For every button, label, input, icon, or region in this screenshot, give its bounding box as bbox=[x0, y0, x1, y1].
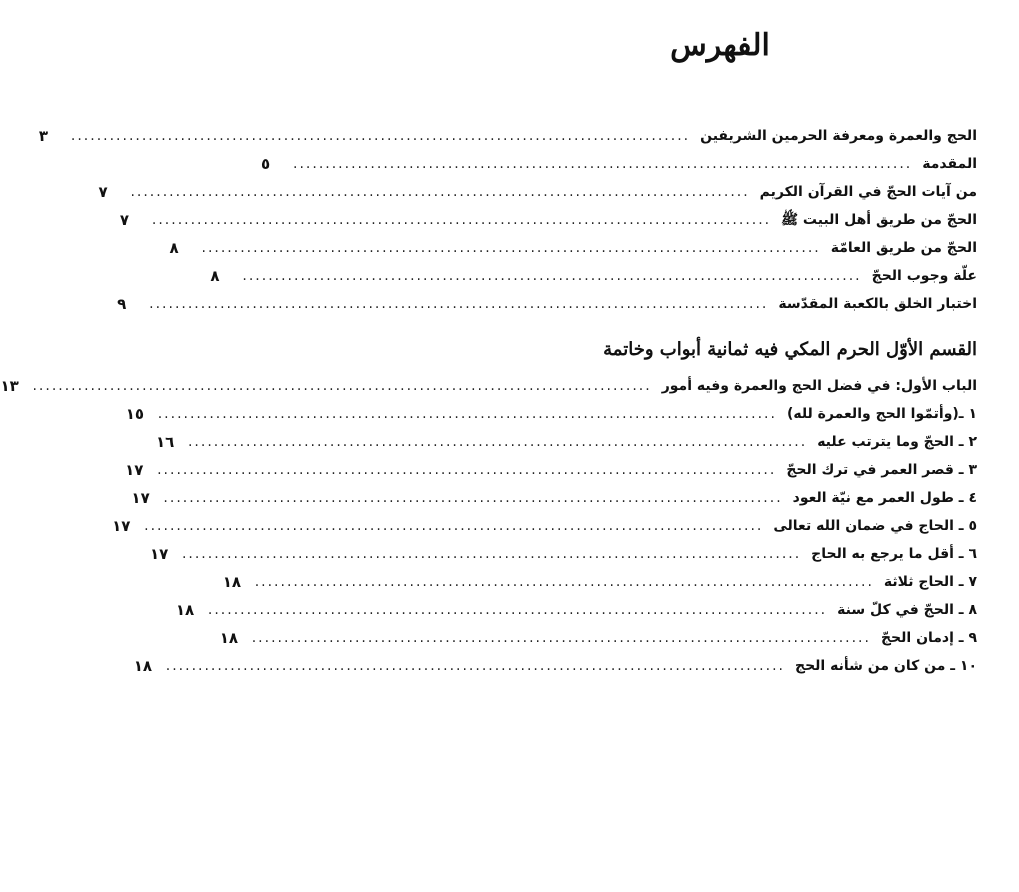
dot-leader: ................................................................................................ bbox=[151, 212, 772, 228]
toc-entry bbox=[131, 482, 977, 508]
dot-leader: ................................................................................................ bbox=[144, 518, 764, 534]
toc-entry-page: ٧ bbox=[119, 211, 130, 229]
toc-entry bbox=[112, 510, 977, 536]
dot-leader: ................................................................................................ bbox=[157, 406, 777, 422]
dot-leader: ................................................................................................ bbox=[157, 462, 777, 478]
dot-leader: ................................................................................................ bbox=[201, 240, 821, 256]
toc-entry-title: ٦ ـ أقل ما يرجع به الحاج bbox=[811, 546, 977, 562]
toc-entry-page: ٣ bbox=[38, 127, 49, 145]
toc-entry-title: اختبار الخلق بالكعبة المقدّسة bbox=[778, 296, 977, 312]
toc-entry-title: ٥ ـ الحاج في ضمان الله تعالى bbox=[773, 518, 977, 534]
dot-leader: ................................................................................................ bbox=[242, 268, 862, 284]
toc-entry-title: ٤ ـ طول العمر مع نيّة العود bbox=[792, 490, 977, 506]
dot-leader: ................................................................................................ bbox=[70, 128, 691, 144]
toc-entry bbox=[149, 538, 977, 564]
dot-leader: ................................................................................................ bbox=[251, 630, 871, 646]
toc-entry-title: من آيات الحجّ في القرآن الكريم bbox=[759, 184, 977, 200]
toc-entry bbox=[222, 566, 977, 592]
toc-entry-title: المقدمة bbox=[922, 156, 977, 172]
toc-entry-page: ١٧ bbox=[149, 545, 169, 563]
toc-entry bbox=[117, 288, 977, 314]
toc-entry-title: علّة وجوب الحجّ bbox=[871, 268, 977, 284]
dot-leader: ................................................................................................ bbox=[181, 546, 802, 562]
toc-entry-page: ٧ bbox=[98, 183, 108, 201]
dot-leader: ................................................................................................ bbox=[130, 184, 750, 200]
dot-leader: ................................................................................................ bbox=[293, 156, 913, 172]
toc-entry-page: ١٥ bbox=[125, 405, 145, 423]
toc-entry-title: الحجّ من طريق العامّة bbox=[830, 240, 977, 256]
toc-entry-title: الحج والعمرة ومعرفة الحرمين الشريفين bbox=[700, 128, 977, 144]
toc-entry bbox=[119, 204, 977, 230]
dot-leader: ................................................................................................ bbox=[165, 658, 785, 674]
dot-leader: ................................................................................................ bbox=[254, 574, 874, 590]
toc-entry-title: ٢ ـ الحجّ وما يترتب عليه bbox=[817, 434, 977, 450]
toc-entry-page: ١٧ bbox=[131, 489, 150, 507]
toc-entry-title: ٨ ـ الحجّ في كلّ سنة bbox=[837, 602, 977, 618]
section-heading: القسم الأوّل الحرم المكي فيه ثمانية أبواب وخاتمة bbox=[603, 339, 977, 360]
toc-entry bbox=[125, 398, 977, 424]
toc-entry bbox=[155, 426, 977, 452]
toc-entry-page: ١٧ bbox=[125, 461, 144, 479]
dot-leader: ................................................................................................ bbox=[187, 434, 808, 450]
dot-leader: ................................................................................................ bbox=[149, 296, 769, 312]
toc-entry-page: ١٨ bbox=[219, 629, 239, 647]
toc-entry bbox=[210, 260, 977, 286]
toc-entry-page: ١٨ bbox=[175, 601, 195, 619]
toc-entry-page: ٨ bbox=[210, 267, 220, 285]
toc-entry-page: ١٣ bbox=[0, 377, 19, 395]
page-title: الفهرس bbox=[670, 28, 770, 63]
toc-entry-page: ٥ bbox=[261, 155, 271, 173]
toc-entry bbox=[219, 622, 977, 648]
toc-entry bbox=[0, 370, 977, 396]
toc-entry-page: ١٧ bbox=[112, 517, 131, 535]
toc-entry-title: الباب الأول: في فضل الحج والعمرة وفيه أمور bbox=[661, 378, 977, 394]
dot-leader: ................................................................................................ bbox=[32, 378, 652, 394]
toc-entry-title: ١ ـ(وأتمّوا الحج والعمرة لله) bbox=[786, 406, 977, 422]
toc-entry-title: ٧ ـ الحاج ثلاثة bbox=[883, 574, 977, 590]
toc-entry-page: ٨ bbox=[169, 239, 179, 257]
toc-entry-title: ١٠ ـ من كان من شأنه الحج bbox=[794, 658, 977, 674]
toc-entry bbox=[175, 594, 977, 620]
toc-entry bbox=[261, 148, 977, 174]
dot-leader: ................................................................................................ bbox=[207, 602, 828, 618]
toc-entry-page: ١٦ bbox=[155, 433, 175, 451]
toc-entry-page: ١٨ bbox=[133, 657, 153, 675]
toc-entry bbox=[169, 232, 977, 258]
toc-entry-page: ٩ bbox=[117, 295, 127, 313]
toc-entry bbox=[133, 650, 977, 676]
toc-entry-title: الحجّ من طريق أهل البيت ﷺ bbox=[781, 212, 977, 228]
dot-leader: ................................................................................................ bbox=[163, 490, 783, 506]
toc-entry bbox=[38, 120, 977, 146]
toc-entry bbox=[98, 176, 977, 202]
toc-entry-title: ٩ ـ إدمان الحجّ bbox=[880, 630, 977, 646]
toc-entry-title: ٣ ـ قصر العمر في ترك الحجّ bbox=[786, 462, 977, 478]
toc-entry bbox=[125, 454, 977, 480]
toc-entry-page: ١٨ bbox=[222, 573, 241, 591]
